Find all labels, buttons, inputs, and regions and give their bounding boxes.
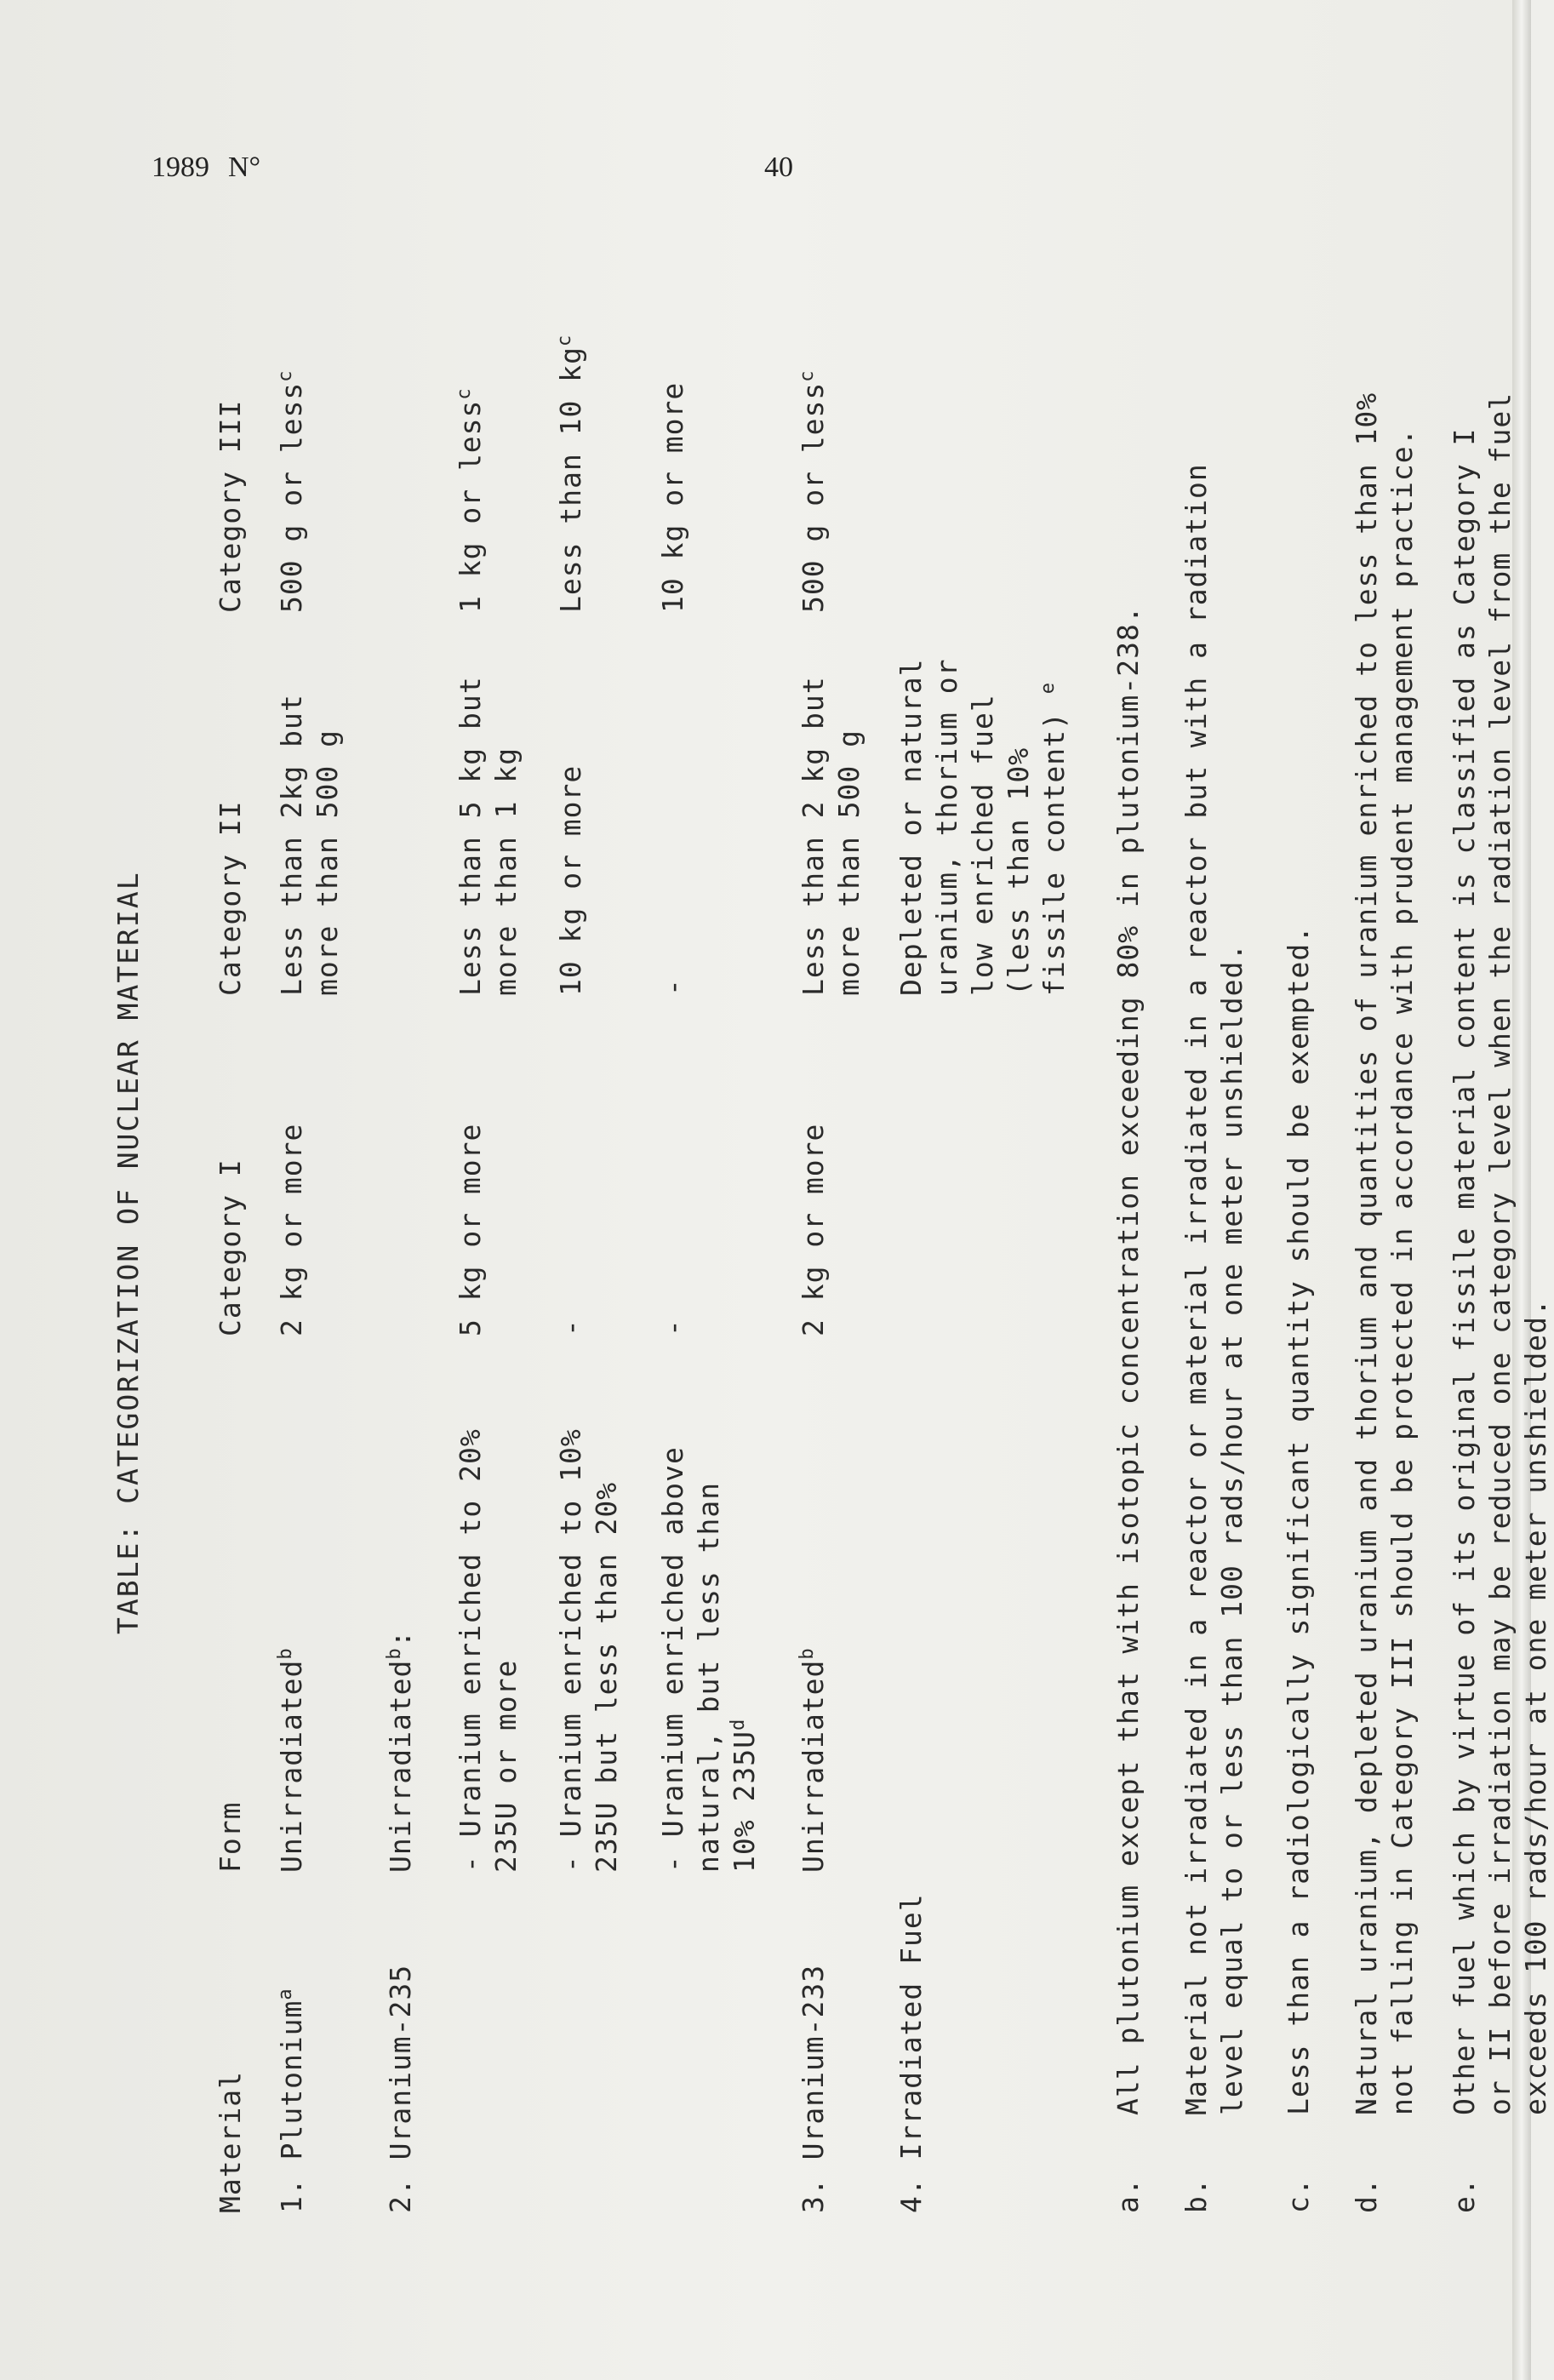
category-ii-cell: - (656, 978, 689, 996)
form-cell: Unirradiated$^b$: (384, 1629, 417, 1873)
form-cell: - Uranium enriched above natural, but less than 10% $235U^d$ (656, 1446, 761, 1873)
material-cell: 1. Plutonium$^a$ (275, 1988, 308, 2213)
footnote-key: b. (1180, 2177, 1213, 2213)
category-iii-cell: 10 kg or more (656, 381, 689, 613)
category-iii-cell: Less than 10 $kg^c$ (554, 334, 587, 613)
category-ii-cell: Less than 2kg but more than 500 g (275, 694, 344, 996)
footnote-key: e. (1448, 2177, 1481, 2213)
table-title: TABLE: CATEGORIZATION OF NUCLEAR MATERIAL (111, 871, 145, 1634)
category-i-cell: 2 kg or more (797, 1123, 830, 1336)
category-iii-cell: 500 g or less$^c$ (275, 369, 308, 613)
footnote-text: Other fuel which by virtue of its original fissile material content is classified as Category I or II before irradiation may be reduced one category level when the radiation level from the fuel exceeds 100 rads/hour at one meter unshielded. (1448, 392, 1552, 2115)
column-header-category-ii: Category II (214, 800, 247, 996)
material-cell: 4. Irradiated Fuel (894, 1893, 928, 2213)
header-year: 1989 (151, 152, 209, 183)
column-header-form: Form (214, 1801, 247, 1873)
form-cell: Unirradiated$^b$ (275, 1647, 308, 1873)
category-ii-cell: Less than 2 kg but more than 500 g (797, 676, 866, 996)
category-iii-cell: 1 kg or less$^c$ (454, 387, 487, 613)
category-i-cell: - (656, 1319, 689, 1336)
category-ii-cell: Less than 5 kg but more than 1 kg (454, 676, 523, 996)
footnote-text: Less than a radiologically significant quantity should be exempted. (1282, 924, 1315, 2115)
footnote-text: Natural uranium, depleted uranium and thorium and quantities of uranium enriched to less than 10% not falling in Category III should be protected in accordance with prudent management practice. (1350, 392, 1419, 2115)
category-i-cell: 2 kg or more (275, 1123, 308, 1336)
category-ii-cell: 10 kg or more (554, 764, 587, 996)
header-number-label: N° (228, 152, 261, 183)
footnote-text: Material not irradiated in a reactor or material irradiated in a reactor but with a radiation level equal to or less than 100 rads/hour at one meter unshielded. (1180, 463, 1248, 2115)
category-i-cell: - (554, 1319, 587, 1336)
category-iii-cell: 500 g or less$^c$ (797, 369, 830, 613)
footnote-key: c. (1282, 2177, 1315, 2213)
form-cell: Unirradiated$^b$ (797, 1647, 830, 1873)
footnote-key: a. (1111, 2177, 1145, 2213)
material-cell: 2. Uranium-235 (384, 1964, 417, 2213)
column-header-material: Material (214, 2071, 247, 2213)
column-header-category-iii: Category III (214, 399, 247, 613)
footnote-text: All plutonium except that with isotopic concentration exceeding 80% in plutonium-238. (1111, 605, 1145, 2115)
category-ii-cell: Depleted or natural uranium, thorium or low enriched fuel (less than 10% fissile content) $^e$ (894, 658, 1071, 996)
material-cell: 3. Uranium-233 (797, 1964, 830, 2213)
footnote-key: d. (1350, 2177, 1383, 2213)
column-header-category-i: Category I (214, 1159, 247, 1336)
page-number: 40 (764, 152, 793, 183)
form-cell: - Uranium enriched to 10% 235U but less than 20% (554, 1428, 623, 1873)
category-i-cell: 5 kg or more (454, 1123, 487, 1336)
rotated-table-block (111, 187, 1552, 2213)
form-cell: - Uranium enriched to 20% 235U or more (454, 1428, 523, 1873)
